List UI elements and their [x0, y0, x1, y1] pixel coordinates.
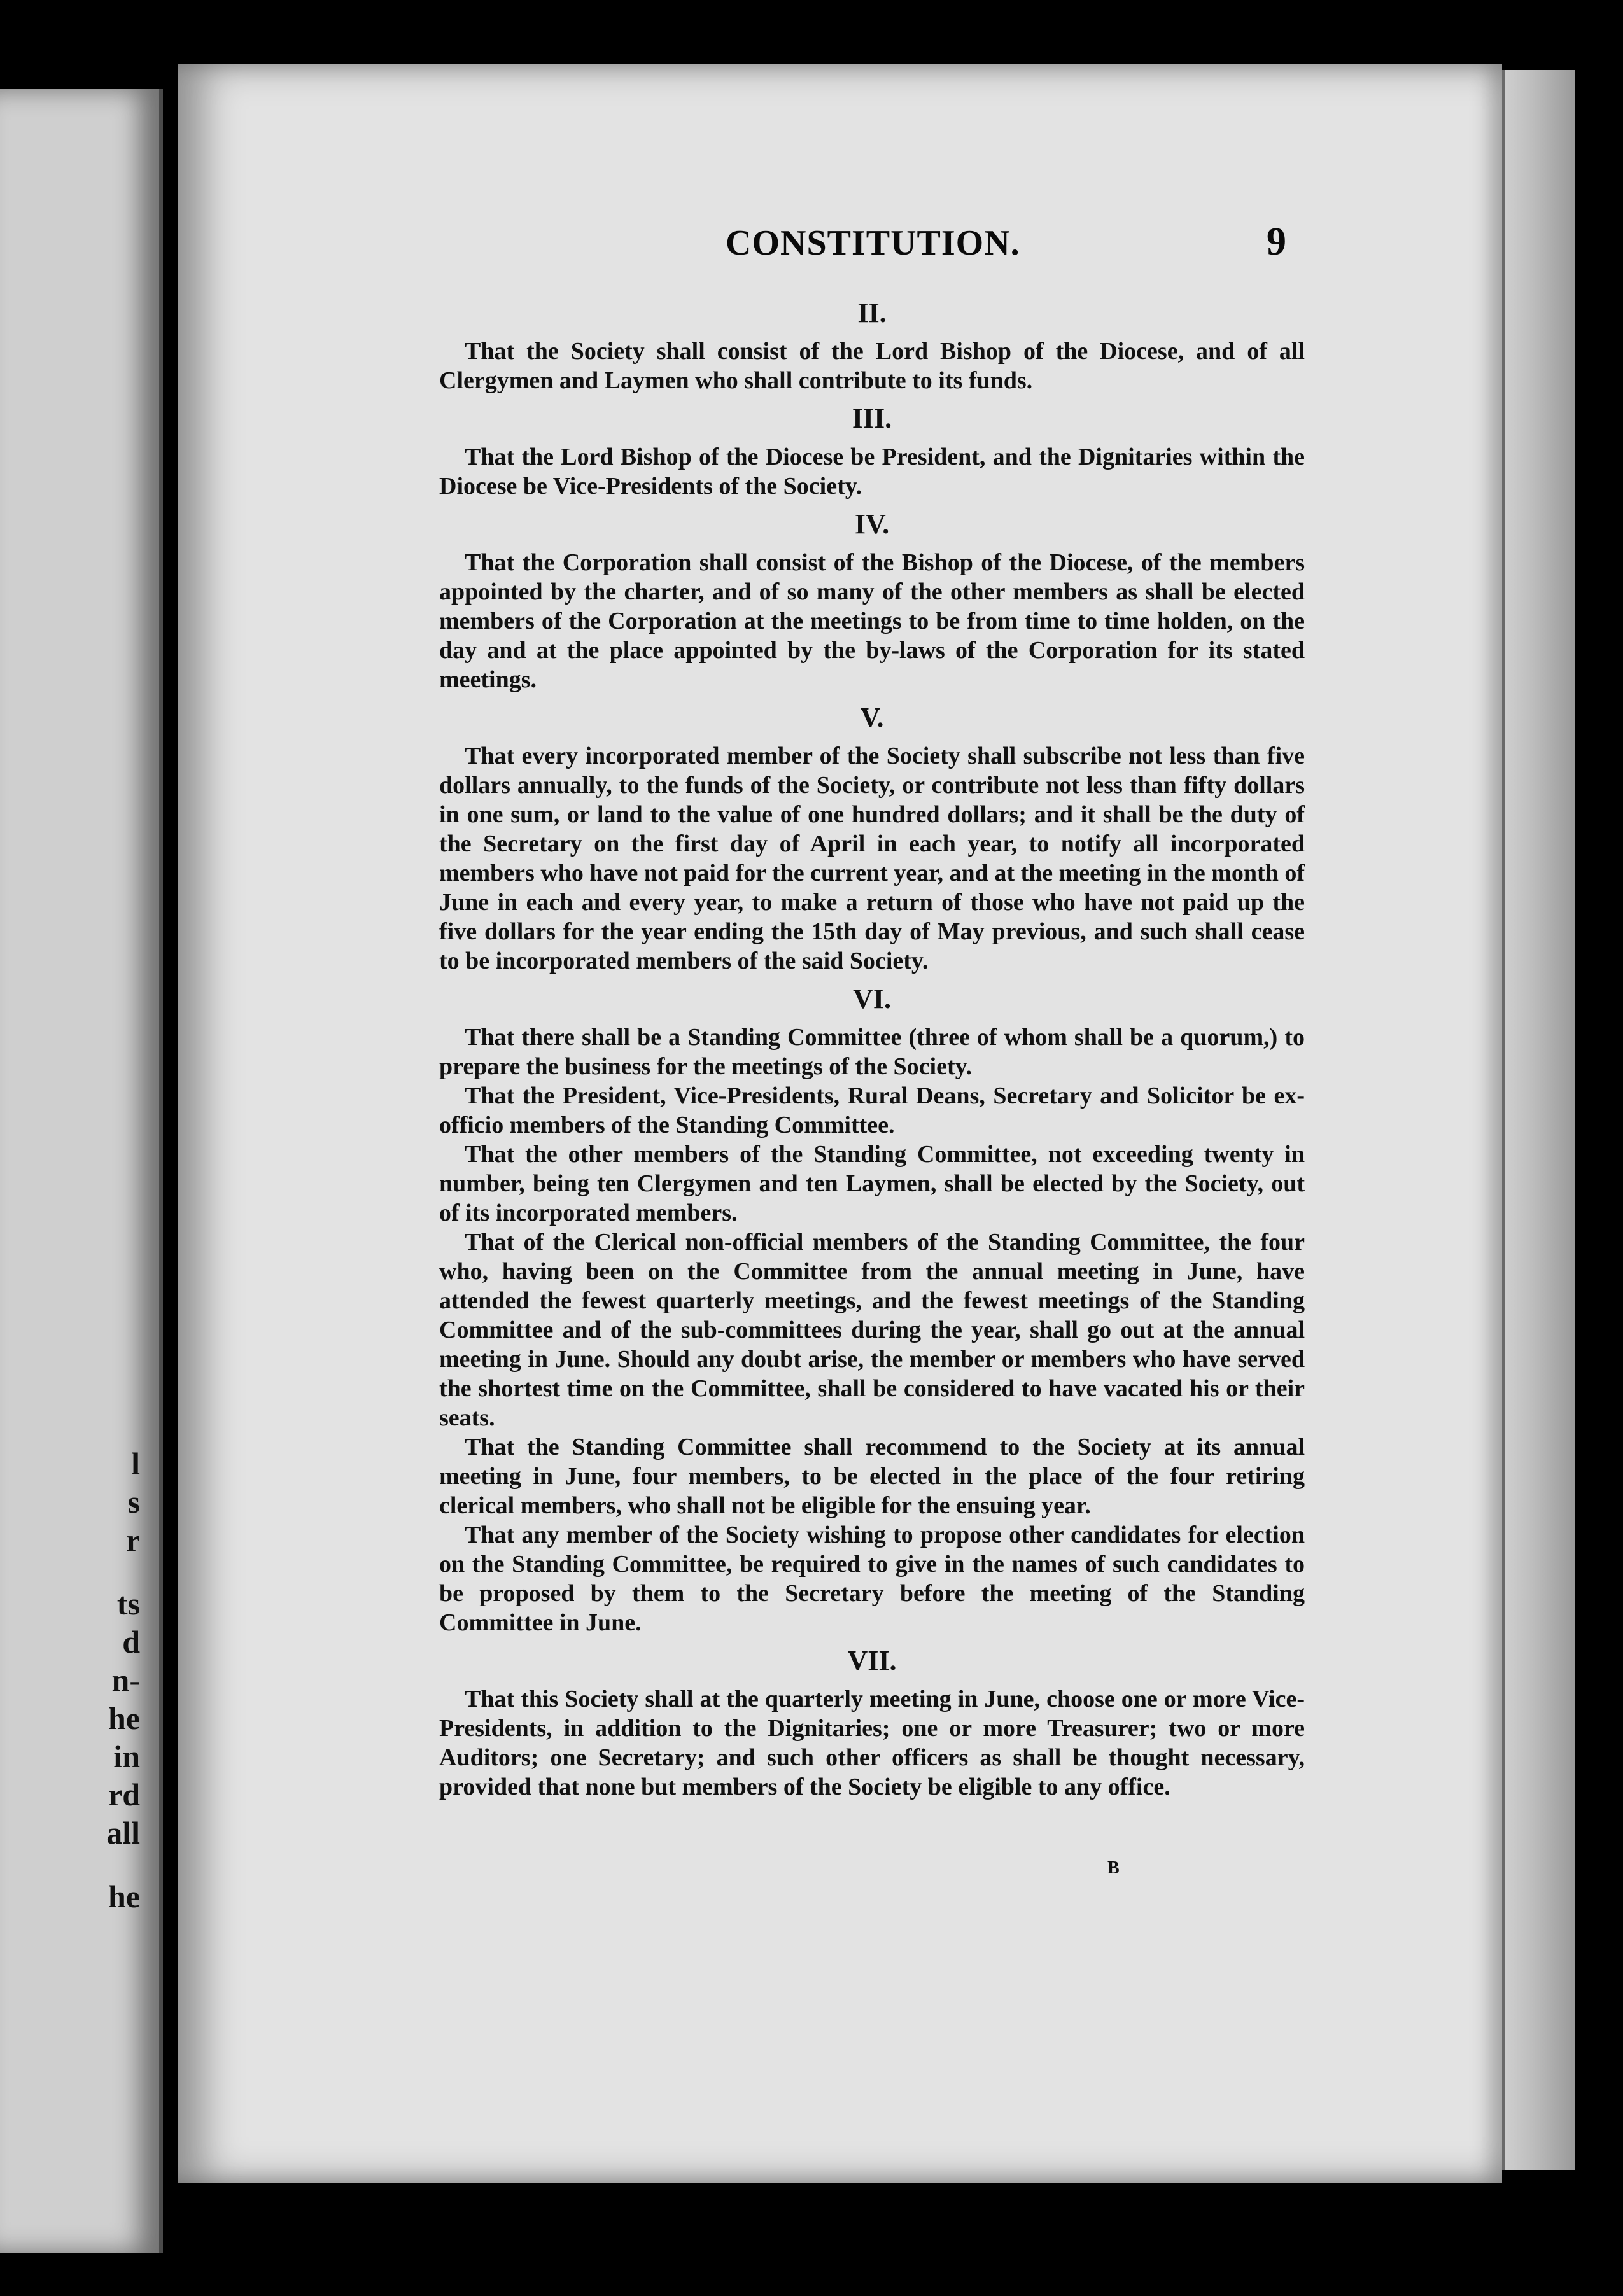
fragment: in [113, 1739, 140, 1774]
section-vi [439, 984, 1305, 1637]
section-v [439, 703, 1305, 976]
fragment: d [122, 1624, 140, 1660]
fragment: he [108, 1700, 140, 1736]
section-numeral: VII. [847, 1645, 897, 1676]
fragment: n- [111, 1662, 140, 1698]
paragraph: That every incorporated member of the Society shall subscribe not less than five dollars annually, to the funds of the Society, or contribute not less than fifty dollars in one sum, or land to the value of one hundred dollars; and it shall be the duty of the Secretary on the first day of April in each year, to notify all incorporated members who have not paid for the current year, and at the meeting in the month of June in each and every year, to make a return of those who have not paid up the five dollars for the year ending the 15th day of May previous, and such shall cease to be incorporated members of the said Society. [439, 743, 1305, 974]
section-numeral: III. [852, 403, 892, 434]
section-numeral: IV. [854, 508, 890, 540]
section-numeral: II. [857, 297, 887, 328]
fragment: all [106, 1815, 140, 1851]
section-iii [439, 404, 1305, 501]
paragraph: That of the Clerical non-official members of the Standing Committee, the four who, having been on the Committee from the annual meeting in June, have attended the fewest quarterly meetings, and the fewest meetings of the Standing Committee and of the sub-committees during the year, shall go out at the annual meeting in June. Should any doubt arise, the member or members who have served the shortest time on the Committee, shall be considered to have vacated his or their seats. [439, 1229, 1305, 1431]
paragraph: That the Society shall consist of the Lord Bishop of the Diocese, and of all Clergymen and Laymen who shall contribute to its funds. [439, 338, 1305, 394]
fragment: ts [116, 1586, 140, 1621]
paragraph: That the Corporation shall consist of the Bishop of the Diocese, of the members appointed by the charter, and of so many of the other members as shall be elected members of the Corporation at the meetings to be from time to time holden, on the day and at the place appointed by the by-laws of the Corporation for its stated meetings. [439, 549, 1305, 693]
constitution-body [439, 290, 1305, 1802]
paragraph: That this Society shall at the quarterly meeting in June, choose one or more Vice-Presidents, in addition to the Dignitaries; one or more Treasurer; two or more Auditors; one Secretary; and such other officers as shall be thought necessary, provided that none but members of the Society be eligible to any office. [439, 1686, 1305, 1800]
paragraph: That the President, Vice-Presidents, Rural Deans, Secretary and Solicitor be ex-officio members of the Standing Committee. [439, 1082, 1305, 1138]
paragraph: That any member of the Society wishing to propose other candidates for election on the Standing Committee, be required to give in the names of such candidates to be proposed by them to the Secretary before the meeting of the Standing Committee in June. [439, 1522, 1305, 1636]
running-header: CONSTITUTION. [726, 223, 1020, 263]
fragment: s [127, 1484, 140, 1520]
signature-mark: B [1107, 1858, 1120, 1878]
section-vii [439, 1646, 1305, 1802]
section-numeral: VI. [853, 983, 891, 1014]
paragraph: That the Lord Bishop of the Diocese be President, and the Dignitaries within the Diocese be Vice-Presidents of the Society. [439, 444, 1305, 500]
left-page-edge [0, 89, 163, 2253]
paragraph: That the Standing Committee shall recommend to the Society at its annual meeting in June, four members, to be elected in the place of the four retiring clerical members, who shall not be eligible for the ensuing year. [439, 1434, 1305, 1519]
section-ii [439, 298, 1305, 395]
left-page-fragments [89, 1445, 140, 1915]
paragraph: That there shall be a Standing Committee (three of whom shall be a quorum,) to prepare the business for the meetings of the Society. [439, 1024, 1305, 1080]
section-iv [439, 510, 1305, 694]
fragment: he [108, 1879, 140, 1914]
page-edge [1502, 70, 1575, 2170]
fragment: rd [108, 1777, 140, 1812]
paragraph: That the other members of the Standing Committee, not exceeding twenty in number, being ten Clergymen and ten Laymen, shall be elected by the Society, out of its incorporated members. [439, 1141, 1305, 1226]
fragment: l [131, 1446, 140, 1481]
page-number: 9 [1267, 220, 1286, 263]
fragment: r [125, 1522, 140, 1558]
section-numeral: V. [860, 702, 884, 733]
